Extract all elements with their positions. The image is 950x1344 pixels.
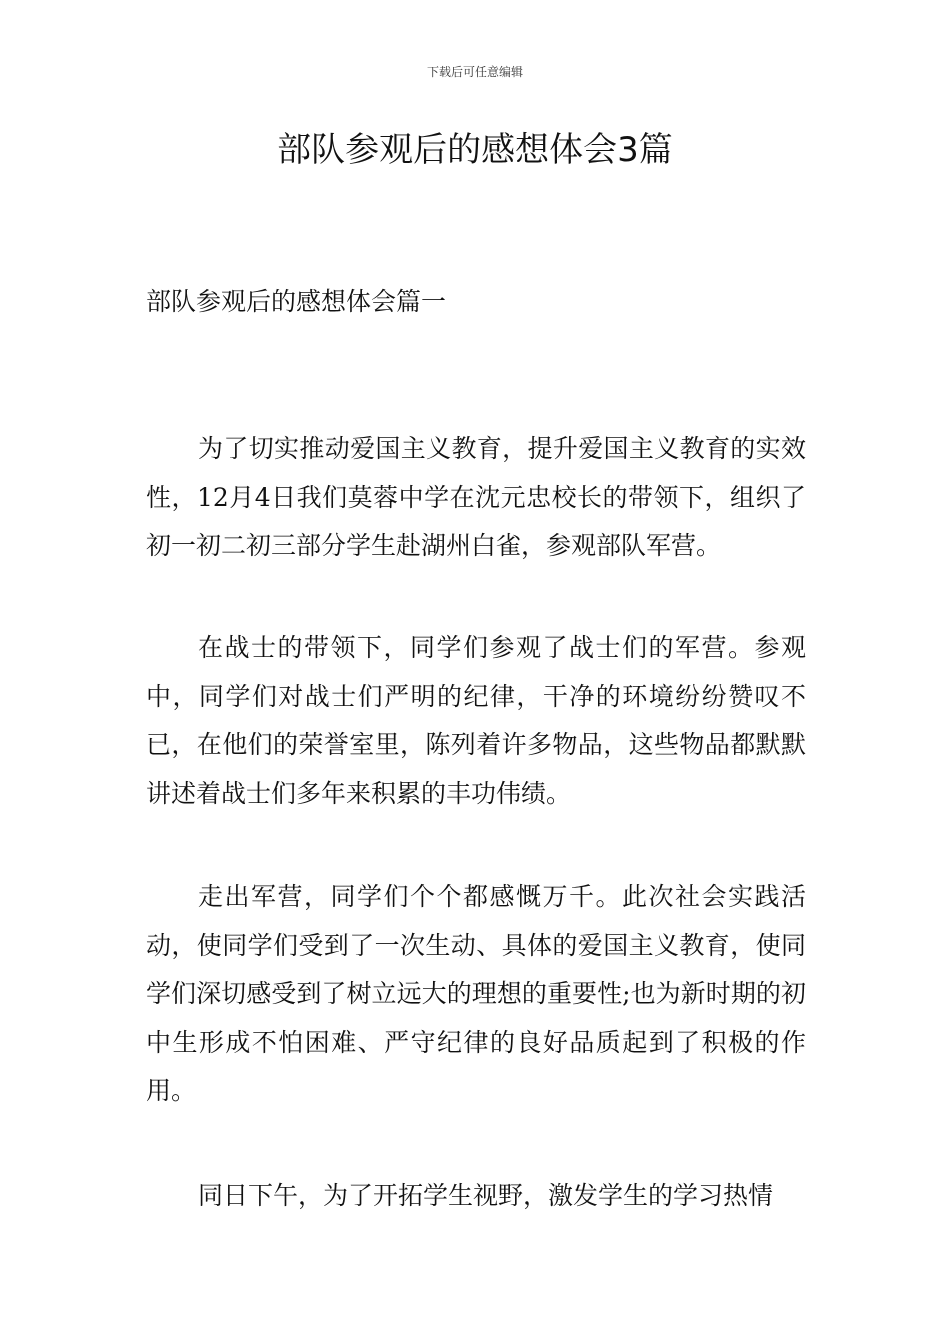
page-header-note: 下载后可任意编辑 [426,65,523,79]
body-paragraph: 走出军营，同学们个个都感慨万千。此次社会实践活动，使同学们受到了一次生动、具体的爱国主义教育，使同学们深切感受到了树立远大的理想的重要性;也为新时期的初中生形成不怕困难、严守纪律的良好品质起到了积极的作用。 [146,882,806,1105]
section-heading: 部队参观后的感想体会篇一 [146,287,447,316]
body-paragraph: 在战士的带领下，同学们参观了战士们的军营。参观中，同学们对战士们严明的纪律，干净的环境纷纷赞叹不已，在他们的荣誉室里，陈列着许多物品，这些物品都默默讲述着战士们多年来积累的丰功伟绩。 [146,633,806,808]
document-title: 部队参观后的感想体会3篇 [277,130,673,170]
body-paragraph: 为了切实推动爱国主义教育，提升爱国主义教育的实效性，12月4日我们莫蓉中学在沈元忠校长的带领下，组织了初一初二初三部分学生赴湖州白雀，参观部队军营。 [146,434,806,560]
body-paragraph: 同日下午，为了开拓学生视野，激发学生的学习热情 [198,1181,774,1210]
